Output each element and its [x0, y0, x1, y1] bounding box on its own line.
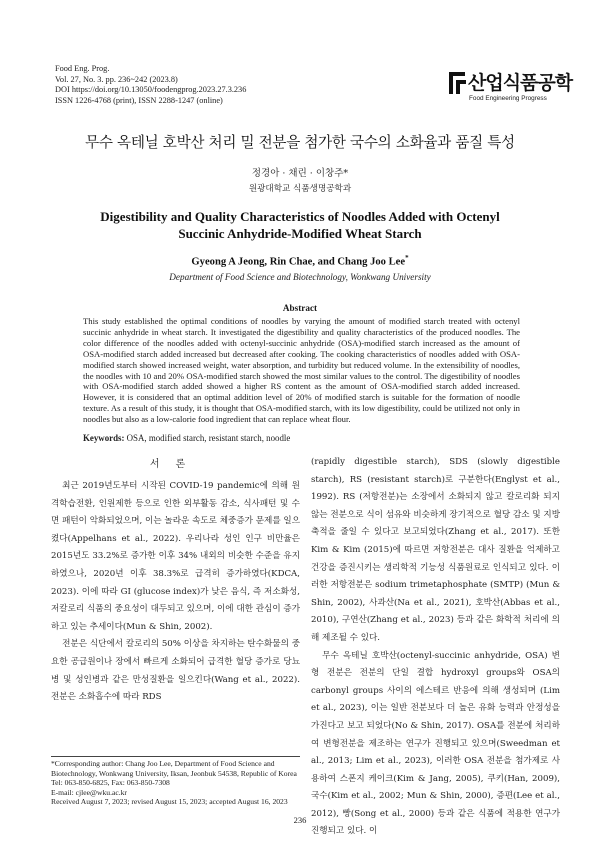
journal-logo: [448, 68, 573, 108]
journal-name: Food Eng. Prog.: [55, 64, 110, 73]
footnote-email[interactable]: E-mail: cjlee@wku.ac.kr: [51, 787, 127, 797]
footnote-corresponding: *Corresponding author: Chang Joo Lee, Department of Food Science and Biotechnology, Wonkwang University, Iksan, Jeonbuk 54538, Republic of Korea: [51, 759, 297, 778]
footnote-divider: [51, 756, 300, 757]
english-authors: [0, 254, 600, 268]
page-number: 236: [293, 815, 307, 825]
footnote-received: Received August 7, 2023; revised August 15, 2023; accepted August 16, 2023: [51, 797, 288, 807]
logo-korean-text: 산업식품공학: [468, 72, 573, 94]
abstract-body: This study established the optimal conditions of noodles by varying the amount of modified starch treated with octenyl succinic anhydride in wheat starch. It investigated the digestibility and quality characteristics of the produced noodles. The color difference of the noodles added with octenyl-succinic anhydride (OSA)-modified starch increased as the amount of OSA-modified starch added increased but decreased after cooking. The cooking characteristics of noodles added with OSA-modified starch showed increased weight, water absorption, and turbidity but reduced volume. In the extensibility of noodles, the noodles with 10 and 20% OSA-modified starch showed the most similar values to the control. The digestibility of noodles with OSA-modified starch added showed a higher RS content as the amount of OSA-modified starch added increased. However, it is considered that an optimal addition level of 20% of modified starch is suitable for the formation of noodle texture. As a result of this study, it is thought that OSA-modified starch, with its low digestibility, could be utilized not only in noodles but also as a low-calorie food ingredient that can replace wheat flour.: [83, 316, 520, 425]
keywords-list: OSA, modified starch, resistant starch, noodle: [126, 433, 291, 443]
keywords: [83, 433, 520, 443]
journal-volume: Vol. 27, No. 3. pp. 236~242 (2023.8): [55, 74, 178, 84]
korean-affiliation: 원광대학교 식품생명공학과: [248, 184, 352, 194]
journal-meta: [55, 64, 246, 106]
abstract-heading: Abstract: [282, 303, 318, 313]
english-authors-names: Gyeong A Jeong, Rin Chae, and Chang Joo Lee: [191, 256, 406, 268]
keywords-label: Keywords:: [83, 433, 125, 443]
footnote: [51, 759, 300, 807]
english-affiliation: Department of Food Science and Biotechnology, Wonkwang University: [169, 272, 431, 282]
left-paragraph-1: 최근 2019년도부터 시작된 COVID-19 pandemic에 의해 원격학습전환, 인원제한 등으로 인한 외부활동 감소, 식사패턴 및 수면 패턴이 악화되었으며, 이는 놀라운 속도로 체중증가 문제를 일으켰다(Appelhans et al., 2022). 우리나라 성인 인구 비만율은 2015년도 33.2%로 증가한 이후 34% 내외의 비슷한 수준을 유지하였으나, 2020년 이후 38.3%로 급격히 증가하였다(KDCA, 2023). 이에 따라 GI (glucose index)가 낮은 음식, 즉 저소화성, 저칼로리 식품의 중요성이 대두되고 있으며, 이에 대한 관심이 증가하고 있는 추세이다(Mun & Shin, 2002).: [51, 481, 300, 632]
left-column: [51, 456, 300, 707]
english-title: [0, 208, 600, 242]
right-column: [311, 454, 560, 841]
corresponding-mark: *: [405, 254, 409, 262]
left-paragraph-2: 전분은 식단에서 칼로리의 50% 이상을 차지하는 탄수화물의 중요한 공급원이나 장에서 빠르게 소화되어 급격한 혈당 증가로 당뇨병 및 성인병과 같은 만성질환을 일으킨다(Wang et al., 2022). 전분은 소화흡수에 따라 RDS: [51, 639, 300, 703]
korean-title: 무수 옥테닐 호박산 처리 밀 전분을 첨가한 국수의 소화율과 품질 특성: [85, 134, 515, 151]
english-title-line-2: Succinic Anhydride-Modified Wheat Starch: [178, 226, 422, 241]
right-paragraph-1: (rapidly digestible starch), SDS (slowly digestible starch), RS (resistant starch)로 구분한다(Englyst et al., 1992). RS (저항전분)는 소장에서 소화되지 않고 칼로리화 되지 않는 전분으로 식이 섬유와 비슷하게 장기적으로 혈당 감소 및 지방 축적을 줄일 수 있다고 보고되었다(Zhang et al., 2017). 또한 Kim & Kim (2015)에 따르면 저항전분은 대사 질환을 억제하고 건강을 증진시키는 생리학적 기능성 식품원료로 인식되고 있다. 이러한 저항전분은 sodium trimetaphosphate (SMTP) (Mun & Shin, 2002), 사과산(Na et al., 2021), 호박산(Abbas et al., 2010), 구연산(Zhang et al., 2023) 등과 같은 화학적 처리에 의해 제조될 수 있다.: [311, 457, 560, 643]
right-paragraph-2: 무수 옥테닐 호박산(octenyl-succinic anhydride, OSA) 변형 전분은 전분의 단일 결합 hydroxyl groups와 OSA의 carbonyl groups 사이의 에스테르 반응에 의해 생성되며 (Lim et al., 2023), 이는 일반 전분보다 더 높은 유화 능력과 안정성을 가진다고 보고 되었다(No & Shin, 2017). OSA를 전분에 처리하여 변형전분을 제조하는 연구가 진행되고 있으며(Sweedman et al., 2013; Lim et al., 2023), 이러한 OSA 전분을 첨가제로 사용하여 스폰지 케이크(Kim & Jang, 2005), 쿠키(Han, 2009), 국수(Kim et al., 2002; Mun & Shin, 2000), 증편(Lee et al., 2012), 빵(Song et al., 2000) 등과 같은 식품에 적용한 연구가 진행되고 있다. 이: [311, 650, 560, 837]
section-heading: 서론: [149, 459, 202, 470]
logo-english-text: Food Engineering Progress: [469, 95, 547, 102]
journal-doi[interactable]: DOI https://doi.org/10.13050/foodengprog.2023.27.3.236: [55, 85, 247, 95]
journal-issn: ISSN 1226-4768 (print), ISSN 2288-1247 (online): [55, 95, 223, 105]
logo-mark-icon: [448, 70, 468, 96]
footnote-tel: Tel: 063-850-6825, Fax: 063-850-7308: [51, 778, 170, 788]
english-title-line-1: Digestibility and Quality Characteristics of Noodles Added with Octenyl: [100, 209, 500, 224]
korean-authors: 정경아 · 채린 · 이창주*: [251, 168, 349, 179]
